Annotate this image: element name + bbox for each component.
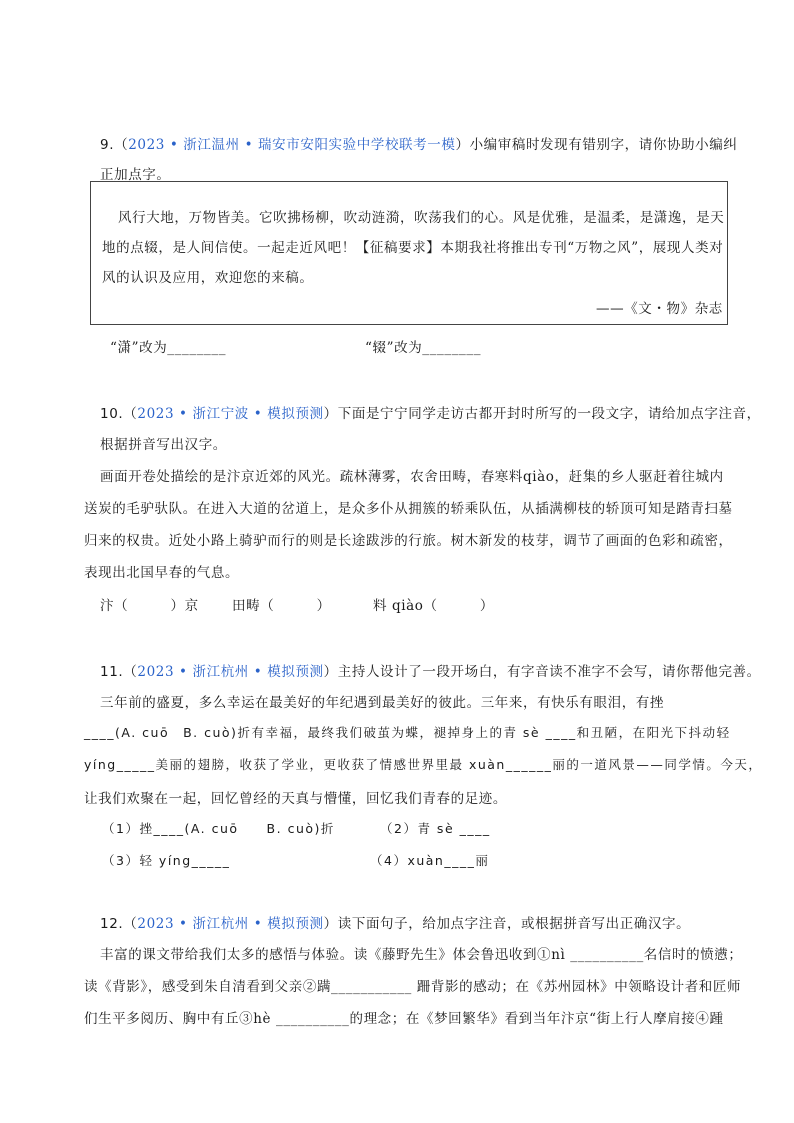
question-stem: 主持人设计了一段开场白，有字音读不准字不会写，请你帮他完善。 (337, 664, 761, 680)
paragraph-line: 归来的权贵。近处小路上骑驴而行的则是长途跋涉的行旅。树木新发的枝芽，调节了画面的色彩和疏密， (84, 533, 733, 549)
answer-blank-2[interactable]: 田畴（ ） (232, 598, 331, 614)
passage-signature: ——《文・物》杂志 (596, 301, 723, 317)
question-number: 11. (100, 664, 124, 680)
paragraph-line: 让我们欢聚在一起，回忆曾经的天真与懵懂，回忆我们青春的足迹。 (84, 791, 507, 807)
question-number: 12. (100, 916, 124, 932)
question-source: 2023 • 浙江杭州 • 模拟预测 (137, 664, 324, 680)
question-stem: 下面是宁宁同学走访古都开封时所写的一段文字，请给加点字注音， (337, 406, 761, 422)
question-stem: 读下面句子，给加点字注音，或根据拼音写出正确汉字。 (337, 916, 691, 932)
question-stem-continued: 正加点字。 (100, 167, 171, 183)
paragraph-line: 读《背影》，感受到朱自清看到父亲②蹒___________ 跚背影的感动；在《苏州园林》中领略设计者和匠师 (84, 979, 742, 995)
question-source: 2023 • 浙江杭州 • 模拟预测 (137, 916, 324, 932)
paragraph-line: 丰富的课文带给我们太多的感悟与体验。读《藤野先生》体会鲁迅收到①nì __________名信时的愤懑； (100, 947, 743, 963)
passage-line: 风行大地，万物皆美。它吹拂杨柳，吹动涟漪，吹荡我们的心。风是优雅，是温柔，是潇逸，是天 (118, 210, 725, 226)
question-9-header: 9.（2023 • 浙江温州 • 瑞安市安阳实验中学校联考一模）小编审稿时发现有错别字，请你协助小编纠 (100, 137, 738, 153)
question-stem-continued: 根据拼音写出汉字。 (100, 437, 227, 453)
answer-blank-3[interactable]: 料 qiào（ ） (373, 598, 495, 614)
answer-blank-3[interactable]: （3）轻 yíng_____ (102, 853, 231, 868)
paragraph-line: 送炭的毛驴驮队。在进入大道的岔道上，是众多仆从拥簇的轿乘队伍，从插满柳枝的轿顶可知是踏青扫墓 (84, 501, 733, 517)
answer-blank-1[interactable]: 汴（ ）京 (100, 598, 199, 614)
question-stem: 小编审稿时发现有错别字，请你协助小编纠 (469, 137, 738, 153)
question-11-header: 11.（2023 • 浙江杭州 • 模拟预测）主持人设计了一段开场白，有字音读不准字不会写，请你帮他完善。 (100, 664, 761, 680)
answer-blank-2[interactable]: “辍”改为________ (365, 340, 482, 356)
question-10-header: 10.（2023 • 浙江宁波 • 模拟预测）下面是宁宁同学走访古都开封时所写的一段文字，请给加点字注音， (100, 406, 761, 422)
paragraph-line: yíng_____美丽的翅膀，收获了学业，更收获了情感世界里最 xuàn______丽的一道风景——同学情。今天， (84, 757, 763, 772)
question-number: 9. (100, 137, 115, 153)
paragraph-line: 画面开卷处描绘的是汴京近郊的风光。疏林薄雾，农舍田畴，春寒料qiào，赶集的乡人驱赶着往城内 (100, 469, 724, 485)
answer-blank-1[interactable]: “潇”改为________ (110, 340, 227, 356)
answer-blank-1[interactable]: （1）挫____(A. cuō B. cuò)折 (102, 821, 335, 836)
answer-blank-4[interactable]: （4）xuàn____丽 (370, 853, 490, 868)
answer-blank-2[interactable]: （2）青 sè ____ (380, 821, 491, 836)
paragraph-line: 们生平多阅历、胸中有丘③hè __________的理念；在《梦回繁华》看到当年汴京“街上行人摩肩接④踵 (84, 1011, 724, 1027)
question-source: 2023 • 浙江温州 • 瑞安市安阳实验中学校联考一模 (128, 137, 456, 153)
passage-line: 风的认识及应用，欢迎您的来稿。 (102, 270, 314, 286)
question-number: 10. (100, 406, 124, 422)
question-12-header: 12.（2023 • 浙江杭州 • 模拟预测）读下面句子，给加点字注音，或根据拼音写出正确汉字。 (100, 916, 691, 932)
paragraph-line: 三年前的盛夏，多么幸运在最美好的年纪遇到最美好的彼此。三年来，有快乐有眼泪，有挫 (100, 695, 664, 711)
question-source: 2023 • 浙江宁波 • 模拟预测 (137, 406, 324, 422)
passage-line: 地的点辍，是人间信使。一起走近风吧！【征稿要求】本期我社将推出专刊“万物之风”，展现人类对 (102, 240, 724, 256)
paragraph-line: ____(A. cuō B. cuò)折有幸福，最终我们破茧为蝶，褪掉身上的青 sè ____和丑陋，在阳光下抖动轻 (84, 725, 731, 740)
paragraph-line: 表现出北国早春的气息。 (84, 565, 240, 581)
